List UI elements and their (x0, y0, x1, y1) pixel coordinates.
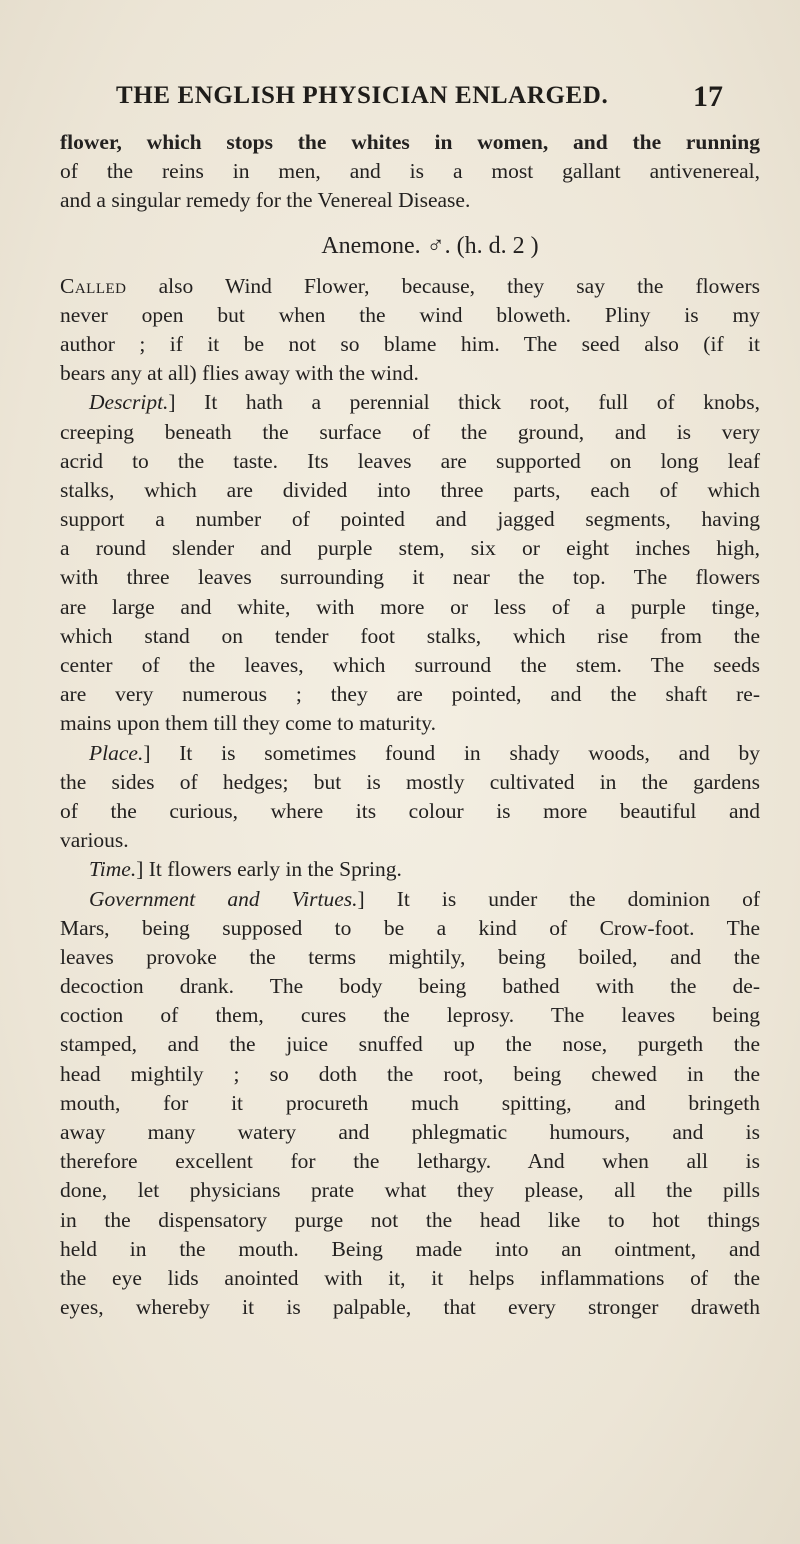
text-run: ] It is under the dominion of (357, 886, 760, 911)
section-label-descript: Descript. (89, 390, 169, 415)
text-line (60, 272, 760, 301)
section-label-time: Time. (89, 857, 137, 882)
text-line: of the reins in men, and is a most gallant antivenereal, (60, 159, 760, 184)
text-line: therefore excellent for the lethargy. And when all is (60, 1149, 760, 1174)
text-line: which stand on tender foot stalks, which rise from the (60, 623, 760, 648)
text-line: held in the mouth. Being made into an ointment, and (60, 1236, 760, 1261)
text-line: eyes, whereby it is palpable, that every stronger draweth (60, 1295, 760, 1320)
text-line: head mightily ; so doth the root, being chewed in the (60, 1061, 760, 1086)
text-line: mouth, for it procureth much spitting, and bringeth (60, 1090, 760, 1115)
text-line: the sides of hedges; but is mostly cultivated in the gardens (60, 769, 760, 794)
entry-heading: Anemone. ♂. (h. d. 2 ) (321, 232, 539, 259)
text-line: mains upon them till they come to maturity. (60, 711, 436, 736)
text-line: coction of them, cures the leprosy. The leaves being (60, 1003, 760, 1028)
section-label-government: Government and Virtues. (89, 886, 358, 911)
text-line: are large and white, with more or less of a purple tinge, (60, 594, 760, 619)
text-line: bears any at all) flies away with the wind. (60, 361, 419, 386)
text-run: also Wind Flower, because, they say the flowers (126, 273, 760, 298)
text-line (60, 739, 760, 768)
text-line: support a number of pointed and jagged segments, having (60, 507, 760, 532)
text-line: decoction drank. The body being bathed with the de- (60, 974, 760, 999)
text-line: a round slender and purple stem, six or eight inches high, (60, 536, 760, 561)
text-line: are very numerous ; they are pointed, and the shaft re- (60, 682, 760, 707)
text-line: Mars, being supposed to be a kind of Crow-foot. The (60, 915, 760, 940)
text-line: of the curious, where its colour is more beautiful and (60, 798, 760, 823)
text-line (60, 885, 760, 914)
text-run: ] It hath a perennial thick root, full of knobs, (168, 390, 760, 415)
text-line: stamped, and the juice snuffed up the nose, purgeth the (60, 1032, 760, 1057)
text-line (60, 388, 760, 417)
text-line: away many watery and phlegmatic humours, and is (60, 1120, 760, 1144)
text-run: ] It flowers early in the Spring. (136, 857, 402, 882)
text-line: never open but when the wind bloweth. Pliny is my (60, 302, 760, 327)
text-line: center of the leaves, which surround the stem. The seeds (60, 653, 760, 677)
text-line: author ; if it be not so blame him. The seed also (if it (60, 331, 760, 356)
body-text (60, 128, 760, 1322)
text-line: stalks, which are divided into three parts, each of which (60, 477, 760, 502)
text-line (60, 855, 760, 884)
text-line: leaves provoke the terms mightily, being boiled, and the (60, 944, 760, 969)
text-line: and a singular remedy for the Venereal Disease. (60, 188, 471, 213)
text-line: flower, which stops the whites in women, and the running (60, 130, 760, 154)
page-number: 17 (693, 80, 723, 113)
text-line: done, let physicians prate what they please, all the pills (60, 1178, 760, 1203)
called-word: Called (60, 273, 127, 298)
text-line: the eye lids anointed with it, it helps inflammations of the (60, 1265, 760, 1290)
text-line: acrid to the taste. Its leaves are supported on long leaf (60, 448, 760, 473)
page-header (0, 82, 800, 122)
running-head: THE ENGLISH PHYSICIAN ENLARGED. (116, 82, 609, 109)
text-line: creeping beneath the surface of the ground, and is very (60, 419, 760, 444)
text-line: in the dispensatory purge not the head like to hot things (60, 1207, 760, 1232)
section-label-place: Place. (89, 740, 144, 765)
text-run: ] It is sometimes found in shady woods, and by (143, 740, 760, 765)
text-line: various. (60, 828, 129, 853)
text-line: with three leaves surrounding it near the top. The flowers (60, 565, 760, 590)
